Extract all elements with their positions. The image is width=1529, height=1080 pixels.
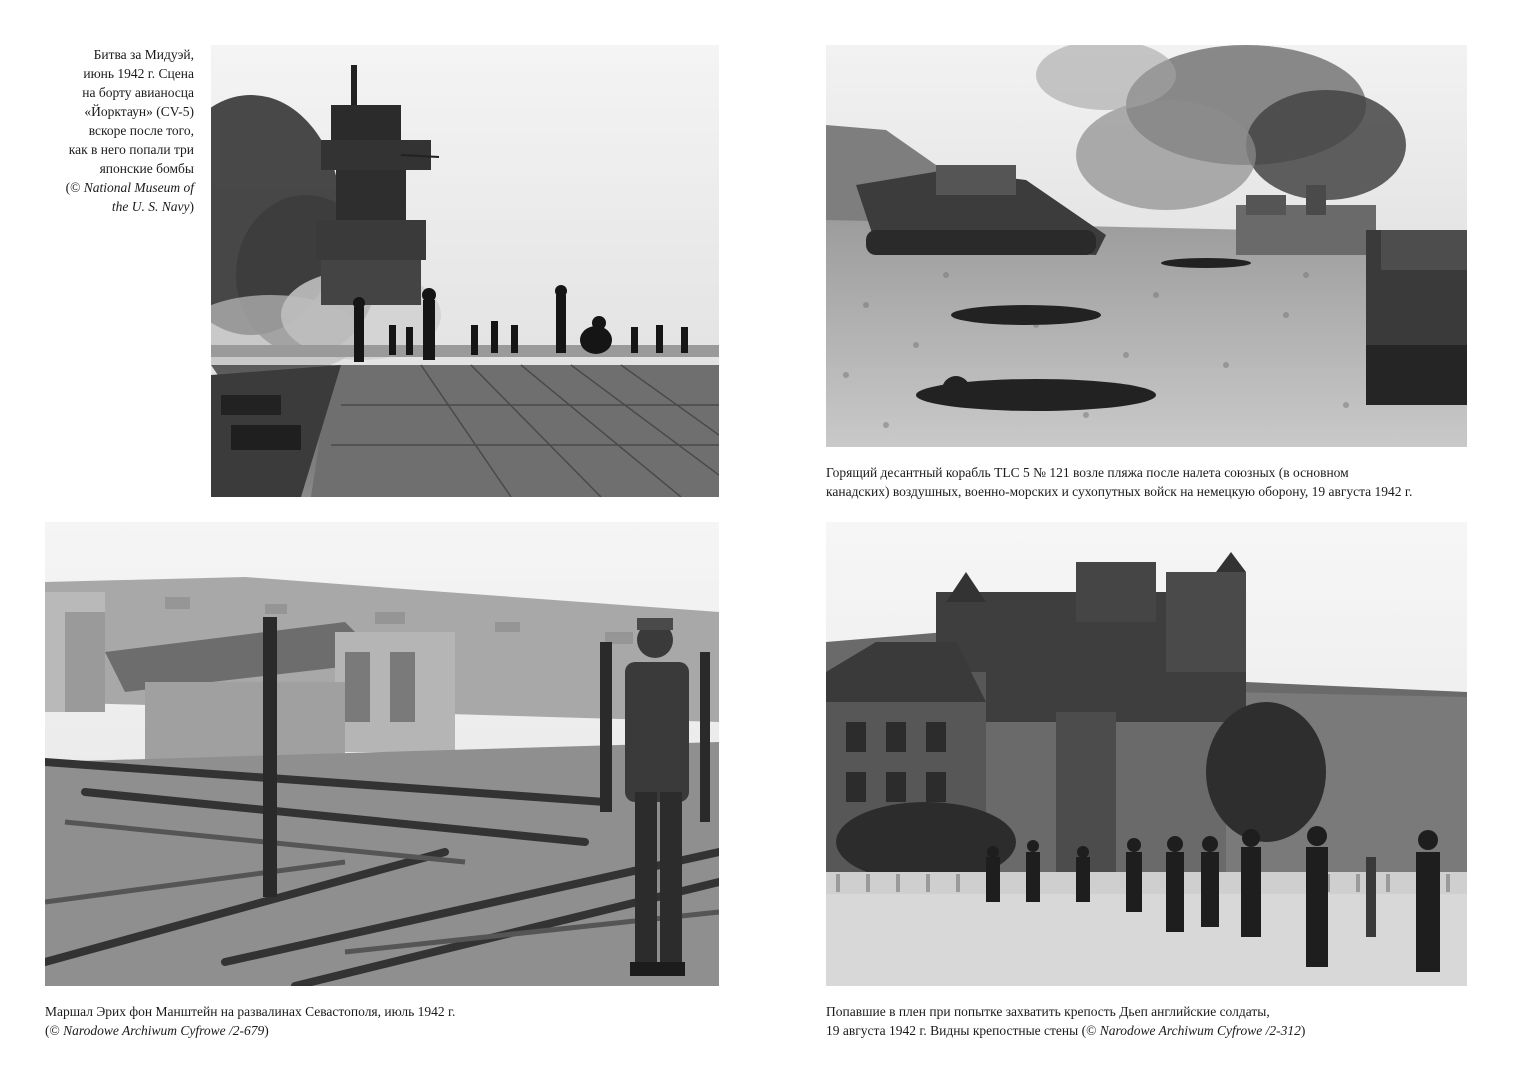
sevastopol-photo bbox=[45, 522, 719, 986]
credit-open: (© bbox=[65, 180, 81, 195]
caption-line: июнь 1942 г. Сцена bbox=[83, 66, 194, 81]
caption-line: 19 августа 1942 г. Видны крепостные стены (© bbox=[826, 1023, 1097, 1038]
sevastopol-caption bbox=[45, 1002, 719, 1040]
credit-source: Narodowe Archiwum Cyfrowe /2-679 bbox=[63, 1023, 265, 1038]
caption-line: Маршал Эрих фон Манштейн на развалинах Севастополя, июль 1942 г. bbox=[45, 1004, 456, 1019]
caption-line: Горящий десантный корабль TLC 5 № 121 возле пляжа после налета союзных (в основном bbox=[826, 465, 1349, 480]
credit-open: (© bbox=[45, 1023, 60, 1038]
photo-credit-line bbox=[826, 1021, 1467, 1040]
caption-line: канадских) воздушных, военно-морских и сухопутных войск на немецкую оборону, 19 августа 1942 г. bbox=[826, 484, 1413, 499]
caption-line: Попавшие в плен при попытке захватить крепость Дьеп английские солдаты, bbox=[826, 1004, 1270, 1019]
caption-line: Битва за Мидуэй, bbox=[93, 47, 194, 62]
caption-line: вскоре после того, bbox=[88, 123, 194, 138]
caption-line: на борту авианосца bbox=[82, 85, 194, 100]
dieppe-beach-caption bbox=[826, 463, 1467, 501]
credit-source: Narodowe Archiwum Cyfrowe /2-312 bbox=[1099, 1023, 1301, 1038]
credit-close: ) bbox=[1300, 1023, 1306, 1038]
dieppe-prisoners-photo bbox=[826, 522, 1467, 986]
photo-credit-line bbox=[45, 1021, 719, 1040]
caption-line: «Йорктаун» (CV-5) bbox=[84, 104, 194, 119]
midway-caption bbox=[40, 45, 194, 216]
caption-line: японские бомбы bbox=[99, 161, 194, 176]
midway-photo bbox=[211, 45, 719, 497]
dieppe-prisoners-caption bbox=[826, 1002, 1467, 1040]
dieppe-beach-photo bbox=[826, 45, 1467, 447]
photo-credit-line bbox=[40, 197, 194, 216]
credit-source: National Museum of bbox=[83, 180, 194, 195]
credit-close: ) bbox=[189, 199, 194, 214]
credit-close: ) bbox=[264, 1023, 269, 1038]
credit-source: the U. S. Navy bbox=[111, 199, 190, 214]
photo-credit-line bbox=[40, 178, 194, 197]
caption-line: как в него попали три bbox=[68, 142, 194, 157]
